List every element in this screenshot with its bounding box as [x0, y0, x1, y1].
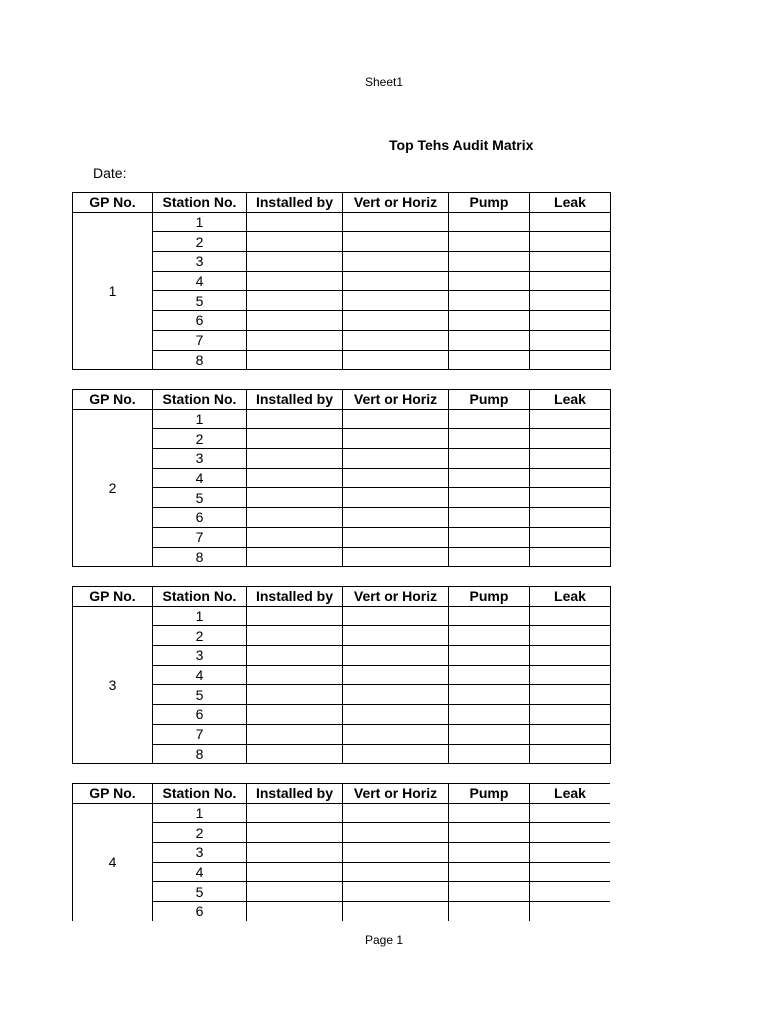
- station-number-cell: 3: [153, 449, 247, 469]
- installed-by-cell: [247, 232, 343, 252]
- table-row: [73, 685, 611, 705]
- station-number-cell: 8: [153, 350, 247, 370]
- vert-or-horiz-cell: [343, 271, 449, 291]
- pump-cell: [449, 252, 530, 272]
- leak-cell: [530, 488, 611, 508]
- vert-or-horiz-cell: [343, 665, 449, 685]
- station-number-cell: 3: [153, 646, 247, 666]
- page-title: Top Tehs Audit Matrix: [389, 137, 534, 153]
- leak-cell: [530, 527, 611, 547]
- table-row: [73, 488, 611, 508]
- station-number-cell: 2: [153, 626, 247, 646]
- header-installed-by: Installed by: [247, 784, 343, 804]
- station-number-cell: 5: [153, 488, 247, 508]
- date-label: Date:: [93, 165, 127, 181]
- vert-or-horiz-cell: [343, 311, 449, 331]
- leak-cell: [530, 606, 611, 626]
- pump-cell: [449, 232, 530, 252]
- pump-cell: [449, 508, 530, 528]
- header-pump: Pump: [449, 784, 530, 804]
- vert-or-horiz-cell: [343, 252, 449, 272]
- leak-cell: [530, 862, 611, 882]
- station-number-cell: 8: [153, 744, 247, 764]
- leak-cell: [530, 232, 611, 252]
- pump-cell: [449, 409, 530, 429]
- pump-cell: [449, 646, 530, 666]
- vert-or-horiz-cell: [343, 527, 449, 547]
- pump-cell: [449, 527, 530, 547]
- table-row: [73, 862, 611, 882]
- station-number-cell: 1: [153, 803, 247, 823]
- installed-by-cell: [247, 527, 343, 547]
- audit-matrix-table: [72, 389, 611, 567]
- installed-by-cell: [247, 626, 343, 646]
- header-pump: Pump: [449, 587, 530, 607]
- table-row: [73, 330, 611, 350]
- pump-cell: [449, 468, 530, 488]
- header-installed-by: Installed by: [247, 390, 343, 410]
- leak-cell: [530, 665, 611, 685]
- station-number-cell: 2: [153, 232, 247, 252]
- pump-cell: [449, 724, 530, 744]
- gp-number-cell: 2: [73, 409, 153, 567]
- audit-matrix-table: [72, 192, 611, 370]
- table-row: [73, 527, 611, 547]
- pump-cell: [449, 449, 530, 469]
- installed-by-cell: [247, 468, 343, 488]
- table-row: [73, 803, 611, 823]
- station-number-cell: 6: [153, 311, 247, 331]
- gp-table: [72, 586, 610, 764]
- header-leak: Leak: [530, 587, 611, 607]
- header-leak: Leak: [530, 193, 611, 213]
- leak-cell: [530, 350, 611, 370]
- installed-by-cell: [247, 902, 343, 921]
- leak-cell: [530, 646, 611, 666]
- header-installed-by: Installed by: [247, 587, 343, 607]
- header-station-no: Station No.: [153, 587, 247, 607]
- leak-cell: [530, 291, 611, 311]
- installed-by-cell: [247, 271, 343, 291]
- station-number-cell: 6: [153, 508, 247, 528]
- pump-cell: [449, 665, 530, 685]
- table-row: [73, 724, 611, 744]
- installed-by-cell: [247, 882, 343, 902]
- table-row: [73, 508, 611, 528]
- installed-by-cell: [247, 350, 343, 370]
- pump-cell: [449, 311, 530, 331]
- station-number-cell: 1: [153, 606, 247, 626]
- table-row: [73, 626, 611, 646]
- vert-or-horiz-cell: [343, 626, 449, 646]
- header-row: [73, 193, 611, 213]
- leak-cell: [530, 311, 611, 331]
- header-vert-or-horiz: Vert or Horiz: [343, 193, 449, 213]
- pump-cell: [449, 902, 530, 921]
- vert-or-horiz-cell: [343, 429, 449, 449]
- vert-or-horiz-cell: [343, 409, 449, 429]
- pump-cell: [449, 862, 530, 882]
- installed-by-cell: [247, 488, 343, 508]
- installed-by-cell: [247, 665, 343, 685]
- vert-or-horiz-cell: [343, 449, 449, 469]
- pump-cell: [449, 291, 530, 311]
- installed-by-cell: [247, 252, 343, 272]
- installed-by-cell: [247, 705, 343, 725]
- vert-or-horiz-cell: [343, 744, 449, 764]
- header-gp-no: GP No.: [73, 193, 153, 213]
- station-number-cell: 4: [153, 271, 247, 291]
- installed-by-cell: [247, 547, 343, 567]
- leak-cell: [530, 212, 611, 232]
- station-number-cell: 4: [153, 862, 247, 882]
- vert-or-horiz-cell: [343, 646, 449, 666]
- station-number-cell: 3: [153, 843, 247, 863]
- pump-cell: [449, 330, 530, 350]
- leak-cell: [530, 449, 611, 469]
- pump-cell: [449, 843, 530, 863]
- station-number-cell: 5: [153, 882, 247, 902]
- table-row: [73, 665, 611, 685]
- installed-by-cell: [247, 330, 343, 350]
- header-pump: Pump: [449, 390, 530, 410]
- table-row: [73, 547, 611, 567]
- vert-or-horiz-cell: [343, 843, 449, 863]
- header-gp-no: GP No.: [73, 587, 153, 607]
- installed-by-cell: [247, 449, 343, 469]
- header-station-no: Station No.: [153, 390, 247, 410]
- table-row: [73, 823, 611, 843]
- station-number-cell: 1: [153, 212, 247, 232]
- station-number-cell: 7: [153, 527, 247, 547]
- header-gp-no: GP No.: [73, 390, 153, 410]
- installed-by-cell: [247, 311, 343, 331]
- table-row: [73, 232, 611, 252]
- vert-or-horiz-cell: [343, 606, 449, 626]
- table-row: [73, 311, 611, 331]
- header-vert-or-horiz: Vert or Horiz: [343, 587, 449, 607]
- header-station-no: Station No.: [153, 193, 247, 213]
- table-row: [73, 744, 611, 764]
- table-row: [73, 882, 611, 902]
- station-number-cell: 6: [153, 902, 247, 921]
- pump-cell: [449, 823, 530, 843]
- installed-by-cell: [247, 862, 343, 882]
- pump-cell: [449, 803, 530, 823]
- header-station-no: Station No.: [153, 784, 247, 804]
- leak-cell: [530, 823, 611, 843]
- installed-by-cell: [247, 724, 343, 744]
- pump-cell: [449, 744, 530, 764]
- vert-or-horiz-cell: [343, 803, 449, 823]
- station-number-cell: 4: [153, 665, 247, 685]
- pump-cell: [449, 547, 530, 567]
- gp-table: [72, 192, 610, 370]
- installed-by-cell: [247, 429, 343, 449]
- leak-cell: [530, 409, 611, 429]
- header-vert-or-horiz: Vert or Horiz: [343, 390, 449, 410]
- gp-number-cell: 4: [73, 803, 153, 921]
- table-row: [73, 705, 611, 725]
- header-pump: Pump: [449, 193, 530, 213]
- header-row: [73, 784, 611, 804]
- gp-table: [72, 389, 610, 567]
- leak-cell: [530, 744, 611, 764]
- installed-by-cell: [247, 843, 343, 863]
- vert-or-horiz-cell: [343, 232, 449, 252]
- pump-cell: [449, 350, 530, 370]
- leak-cell: [530, 271, 611, 291]
- vert-or-horiz-cell: [343, 705, 449, 725]
- table-row: [73, 468, 611, 488]
- leak-cell: [530, 803, 611, 823]
- station-number-cell: 7: [153, 330, 247, 350]
- pump-cell: [449, 685, 530, 705]
- installed-by-cell: [247, 646, 343, 666]
- leak-cell: [530, 330, 611, 350]
- pump-cell: [449, 212, 530, 232]
- gp-table: [72, 783, 610, 921]
- table-row: [73, 843, 611, 863]
- leak-cell: [530, 508, 611, 528]
- vert-or-horiz-cell: [343, 488, 449, 508]
- sheet-name: Sheet1: [364, 75, 404, 89]
- page-footer: Page 1: [364, 933, 404, 947]
- table-row: [73, 606, 611, 626]
- installed-by-cell: [247, 606, 343, 626]
- table-row: [73, 271, 611, 291]
- installed-by-cell: [247, 803, 343, 823]
- pump-cell: [449, 606, 530, 626]
- leak-cell: [530, 468, 611, 488]
- vert-or-horiz-cell: [343, 862, 449, 882]
- leak-cell: [530, 902, 611, 921]
- leak-cell: [530, 843, 611, 863]
- pump-cell: [449, 271, 530, 291]
- vert-or-horiz-cell: [343, 291, 449, 311]
- vert-or-horiz-cell: [343, 547, 449, 567]
- table-row: [73, 350, 611, 370]
- station-number-cell: 3: [153, 252, 247, 272]
- table-row: [73, 429, 611, 449]
- vert-or-horiz-cell: [343, 330, 449, 350]
- header-leak: Leak: [530, 784, 611, 804]
- pump-cell: [449, 705, 530, 725]
- header-row: [73, 587, 611, 607]
- vert-or-horiz-cell: [343, 350, 449, 370]
- table-row: [73, 252, 611, 272]
- header-installed-by: Installed by: [247, 193, 343, 213]
- leak-cell: [530, 252, 611, 272]
- table-row: [73, 409, 611, 429]
- table-row: [73, 902, 611, 921]
- vert-or-horiz-cell: [343, 882, 449, 902]
- installed-by-cell: [247, 744, 343, 764]
- leak-cell: [530, 429, 611, 449]
- installed-by-cell: [247, 823, 343, 843]
- vert-or-horiz-cell: [343, 685, 449, 705]
- gp-number-cell: 3: [73, 606, 153, 764]
- vert-or-horiz-cell: [343, 724, 449, 744]
- station-number-cell: 5: [153, 291, 247, 311]
- pump-cell: [449, 429, 530, 449]
- installed-by-cell: [247, 409, 343, 429]
- leak-cell: [530, 547, 611, 567]
- pump-cell: [449, 626, 530, 646]
- pump-cell: [449, 882, 530, 902]
- pump-cell: [449, 488, 530, 508]
- leak-cell: [530, 626, 611, 646]
- vert-or-horiz-cell: [343, 902, 449, 921]
- installed-by-cell: [247, 212, 343, 232]
- header-leak: Leak: [530, 390, 611, 410]
- station-number-cell: 6: [153, 705, 247, 725]
- leak-cell: [530, 882, 611, 902]
- leak-cell: [530, 724, 611, 744]
- vert-or-horiz-cell: [343, 823, 449, 843]
- station-number-cell: 7: [153, 724, 247, 744]
- station-number-cell: 2: [153, 429, 247, 449]
- station-number-cell: 4: [153, 468, 247, 488]
- header-row: [73, 390, 611, 410]
- installed-by-cell: [247, 508, 343, 528]
- leak-cell: [530, 705, 611, 725]
- header-vert-or-horiz: Vert or Horiz: [343, 784, 449, 804]
- table-row: [73, 291, 611, 311]
- installed-by-cell: [247, 685, 343, 705]
- installed-by-cell: [247, 291, 343, 311]
- vert-or-horiz-cell: [343, 508, 449, 528]
- table-row: [73, 212, 611, 232]
- vert-or-horiz-cell: [343, 468, 449, 488]
- header-gp-no: GP No.: [73, 784, 153, 804]
- audit-matrix-table: [72, 783, 610, 921]
- table-row: [73, 646, 611, 666]
- leak-cell: [530, 685, 611, 705]
- audit-matrix-table: [72, 586, 611, 764]
- table-row: [73, 449, 611, 469]
- station-number-cell: 1: [153, 409, 247, 429]
- station-number-cell: 5: [153, 685, 247, 705]
- gp-number-cell: 1: [73, 212, 153, 370]
- station-number-cell: 2: [153, 823, 247, 843]
- vert-or-horiz-cell: [343, 212, 449, 232]
- station-number-cell: 8: [153, 547, 247, 567]
